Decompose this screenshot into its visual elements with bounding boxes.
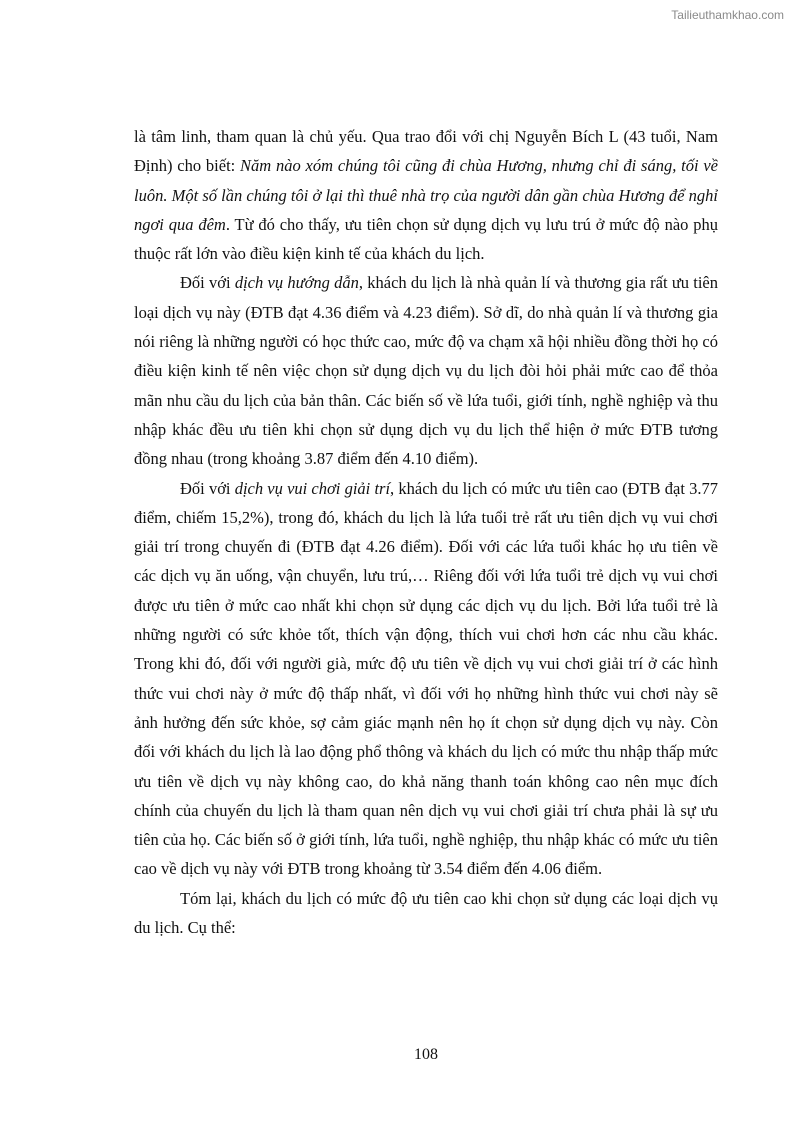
italic-text-run: dịch vụ vui chơi giải trí bbox=[234, 478, 391, 498]
document-body bbox=[134, 122, 718, 942]
page-number: 108 bbox=[414, 1046, 438, 1063]
text-run: là tâm linh, tham quan là chủ yếu. Qua trao đổi với chị Nguyễn Bích L (43 tuổi, Nam Định) cho biết: bbox=[134, 127, 718, 176]
watermark-text: Tailieuthamkhao.com bbox=[671, 8, 784, 22]
italic-text-run: Năm nào xóm chúng tôi cũng đi chùa Hương, nhưng chỉ đi sáng, tối về luôn. Một số lần chúng tôi ở lại thì thuê nhà trọ của người dân gần chùa Hương để nghỉ ngơi qua đêm bbox=[134, 156, 718, 234]
text-run: Tóm lại, khách du lịch có mức độ ưu tiên cao khi chọn sử dụng các loại dịch vụ du lịch. Cụ thể: bbox=[134, 888, 718, 938]
body-paragraph bbox=[134, 884, 718, 943]
text-run: Đối với bbox=[180, 273, 235, 293]
text-run: . Từ đó cho thấy, ưu tiên chọn sử dụng dịch vụ lưu trú ở mức độ nào phụ thuộc rất lớn vào điều kiện kinh tế của khách du lịch. bbox=[134, 214, 718, 264]
text-run: Đối với bbox=[180, 478, 235, 498]
text-run: , khách du lịch có mức ưu tiên cao (ĐTB đạt 3.77 điểm, chiếm 15,2%), trong đó, khách du lịch là lứa tuổi trẻ rất ưu tiên dịch vụ vui chơi giải trí trong chuyến đi (ĐTB đạt 4.26 điểm). Đối với các lứa tuổi khác họ ưu tiên về các dịch vụ ăn uống, vận chuyển, lưu trú,… Riêng đối với lứa tuổi trẻ dịch vụ vui chơi được ưu tiên ở mức cao nhất khi chọn sử dụng các dịch vụ du lịch. Bởi lứa tuổi trẻ là những người có sức khỏe tốt, thích vận động, thích vui chơi hơn các nhu cầu khác. Trong khi đó, đối với người già, mức độ ưu tiên về dịch vụ vui chơi giải trí ở các hình thức vui chơi này ở mức độ thấp nhất, vì đối với họ những hình thức vui chơi này sẽ ảnh hưởng đến sức khỏe, sợ cảm giác mạnh nên họ ít chọn sử dụng dịch vụ này. Còn đối với khách du lịch là lao động phổ thông và khách du lịch có mức thu nhập thấp mức ưu tiên về dịch vụ này không cao, do khả năng thanh toán không cao nên mục đích chính của chuyến du lịch là tham quan nên dịch vụ vui chơi giải trí chưa phải là sự ưu tiên của họ. Các biến số ở giới tính, lứa tuổi, nghề nghiệp, thu nhập khác có mức ưu tiên cao về dịch vụ này với ĐTB trong khoảng từ 3.54 điểm đến 4.06 điểm. bbox=[134, 478, 718, 879]
body-paragraph bbox=[134, 268, 718, 473]
text-run: , khách du lịch là nhà quản lí và thương gia rất ưu tiên loại dịch vụ này (ĐTB đạt 4.36 điểm và 4.23 điểm). Sở dĩ, do nhà quản lí và thương gia nói riêng là những người có học thức cao, mức độ va chạm xã hội nhiều đồng thời họ có điều kiện kinh tế nên việc chọn sử dụng dịch vụ du lịch đòi hỏi phải mức cao để thỏa mãn nhu cầu du lịch của bản thân. Các biến số về lứa tuổi, giới tính, nghề nghiệp và thu nhập khác đều ưu tiên khi chọn sử dụng dịch vụ du lịch thể hiện ở mức ĐTB tương đồng nhau (trong khoảng 3.87 điểm đến 4.10 điểm). bbox=[134, 273, 719, 469]
italic-text-run: dịch vụ hướng dẫn bbox=[234, 273, 359, 293]
body-paragraph bbox=[134, 122, 718, 268]
body-paragraph bbox=[134, 474, 718, 884]
